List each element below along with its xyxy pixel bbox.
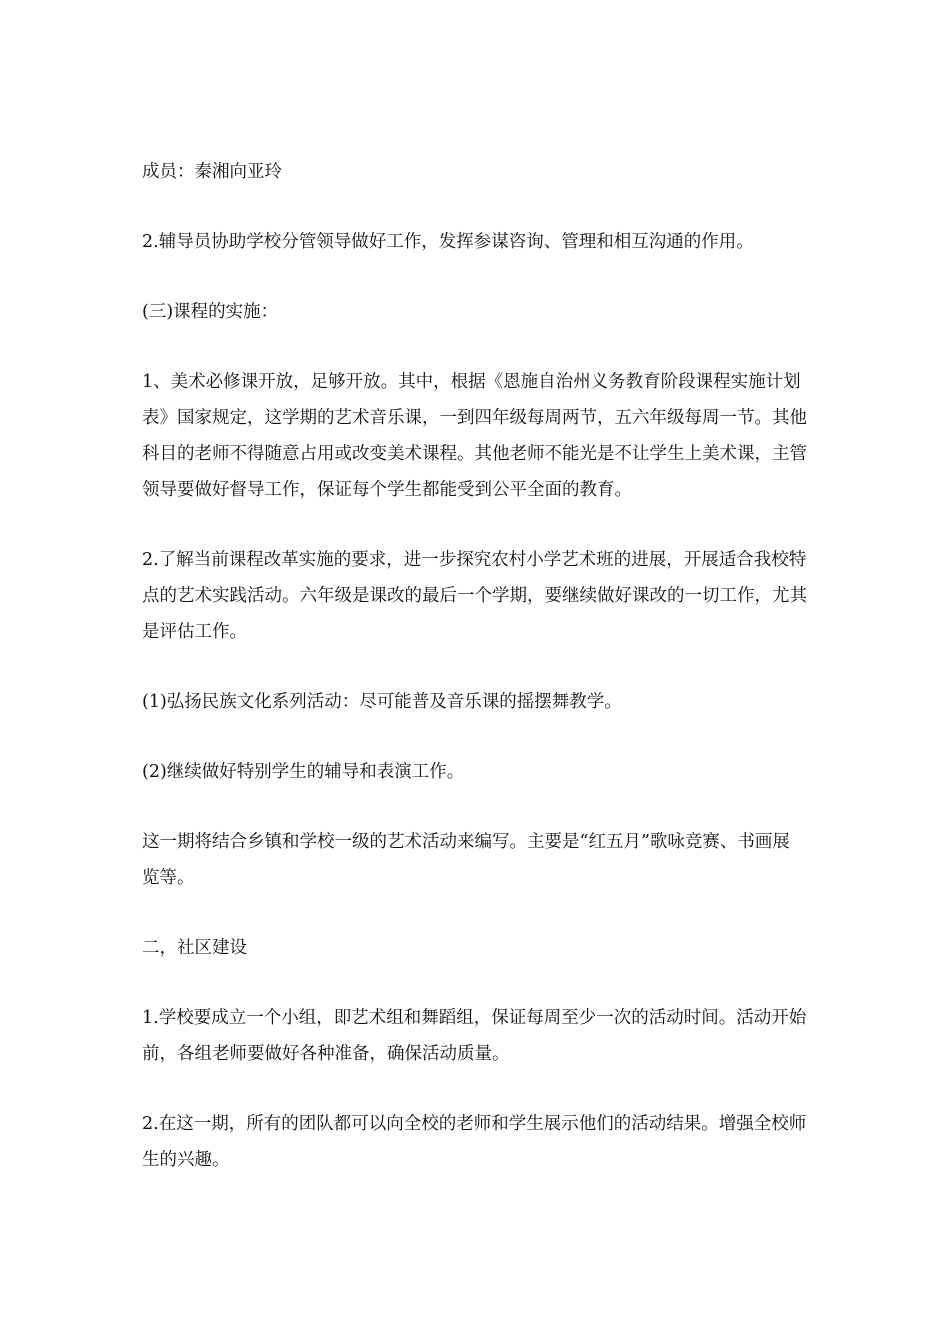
paragraph-curriculum-reform: 2.了解当前课程改革实施的要求，进一步探究农村小学艺术班的进展，开展适合我校特点的艺术实践活动。六年级是课改的最后一个学期，要继续做好课改的一切工作，尤其是评估工作。: [142, 550, 807, 642]
paragraph-groups: 1.学校要成立一个小组，即艺术组和舞蹈组，保证每周至少一次的活动时间。活动开始前，各组老师要做好各种准备，确保活动质量。: [142, 1008, 807, 1064]
heading-community-building: 二，社区建设: [142, 938, 247, 958]
paragraph-special-students: (2)继续做好特别学生的辅导和表演工作。: [142, 762, 465, 782]
paragraph-art-activities: 这一期将结合乡镇和学校一级的艺术活动来编写。主要是“红五月”歌咏竞赛、书画展览等。: [142, 832, 790, 888]
document-body: [142, 154, 807, 1212]
heading-course-implementation: (三)课程的实施：: [142, 302, 279, 322]
paragraph-showcase: 2.在这一期，所有的团队都可以向全校的老师和学生展示他们的活动结果。增强全校师生的兴趣。: [142, 1114, 807, 1170]
paragraph-counselor-role: 2.辅导员协助学校分管领导做好工作，发挥参谋咨询、管理和相互沟通的作用。: [142, 232, 754, 252]
paragraph-ethnic-culture: (1)弘扬民族文化系列活动：尽可能普及音乐课的摇摆舞教学。: [142, 692, 622, 712]
paragraph-art-required-course: 1、美术必修课开放，足够开放。其中，根据《恩施自治州义务教育阶段课程实施计划表》国家规定，这学期的艺术音乐课，一到四年级每周两节，五六年级每周一节。其他科目的老师不得随意占用或改变美术课程。其他老师不能光是不让学生上美术课，主管领导要做好督导工作，保证每个学生都能受到公平全面的教育。: [142, 372, 807, 500]
paragraph-members: 成员：秦湘向亚玲: [142, 162, 282, 182]
